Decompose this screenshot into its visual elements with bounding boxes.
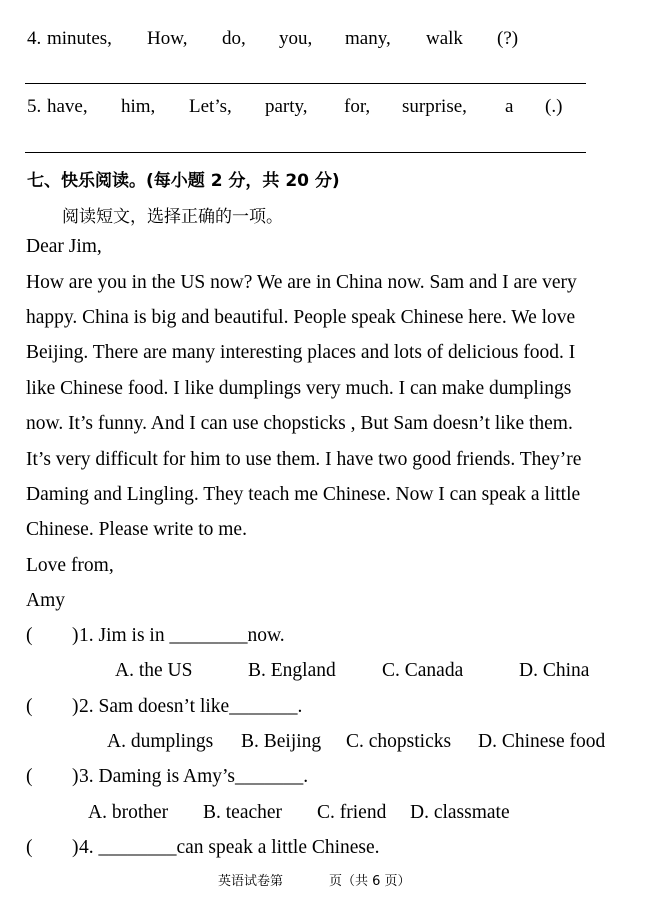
answer-paren-close[interactable]: ): [72, 625, 79, 646]
answer-paren-open: (: [26, 766, 33, 787]
question-number: 4.: [27, 28, 42, 49]
letter-closing: Love from,: [26, 555, 114, 576]
option-a[interactable]: A. the US: [115, 660, 193, 681]
option-a[interactable]: A. dumplings: [107, 731, 214, 752]
option-d[interactable]: D. Chinese food: [478, 731, 606, 752]
option-c[interactable]: C. chopsticks: [346, 731, 452, 752]
word-chip: party,: [265, 96, 308, 117]
answer-line[interactable]: [25, 83, 586, 84]
word-chip: (?): [497, 28, 519, 49]
answer-paren-open: (: [26, 837, 33, 858]
word-chip: have,: [47, 96, 88, 117]
word-chip: you,: [279, 28, 313, 49]
footer-right: 页（共 6 页）: [329, 874, 411, 889]
answer-paren-close[interactable]: ): [72, 837, 79, 858]
word-chip: surprise,: [402, 96, 467, 117]
letter-line: How are you in the US now? We are in China now. Sam and I are very: [26, 272, 577, 293]
option-d[interactable]: D. China: [519, 660, 590, 681]
word-chip: for,: [344, 96, 371, 117]
letter-line: now. It’s funny. And I can use chopsticks , But Sam doesn’t like them.: [26, 413, 573, 434]
option-c[interactable]: C. friend: [317, 802, 387, 823]
option-b[interactable]: B. teacher: [203, 802, 283, 823]
option-c[interactable]: C. Canada: [382, 660, 464, 681]
word-chip: (.): [545, 96, 563, 117]
word-chip: do,: [222, 28, 246, 49]
answer-paren-close[interactable]: ): [72, 696, 79, 717]
answer-paren-open: (: [26, 625, 33, 646]
letter-line: happy. China is big and beautiful. People speak Chinese here. We love: [26, 307, 576, 328]
word-chip: many,: [345, 28, 391, 49]
footer-left: 英语试卷第: [218, 874, 284, 889]
question-stem: 2. Sam doesn’t like_______.: [79, 696, 303, 717]
letter-signature: Amy: [26, 590, 65, 611]
word-chip: walk: [426, 28, 463, 49]
word-chip: him,: [121, 96, 156, 117]
question-number: 5.: [27, 96, 42, 117]
option-b[interactable]: B. Beijing: [241, 731, 322, 752]
question-stem: 3. Daming is Amy’s_______.: [79, 766, 309, 787]
question-stem: 1. Jim is in ________now.: [79, 625, 285, 646]
letter-line: Chinese. Please write to me.: [26, 519, 247, 540]
section-instruction: 阅读短文，选择正确的一项。: [62, 207, 283, 227]
option-b[interactable]: B. England: [248, 660, 336, 681]
answer-paren-close[interactable]: ): [72, 766, 79, 787]
letter-line: It’s very difficult for him to use them. I have two good friends. They’re: [26, 449, 582, 470]
question-stem: 4. ________can speak a little Chinese.: [79, 837, 380, 858]
answer-paren-open: (: [26, 696, 33, 717]
answer-line[interactable]: [25, 152, 586, 153]
word-chip: Let’s,: [189, 96, 232, 117]
option-d[interactable]: D. classmate: [410, 802, 510, 823]
letter-line: like Chinese food. I like dumplings very much. I can make dumplings: [26, 378, 572, 399]
word-chip: a: [505, 96, 514, 117]
word-chip: How,: [147, 28, 188, 49]
letter-greeting: Dear Jim,: [26, 236, 102, 257]
option-a[interactable]: A. brother: [88, 802, 169, 823]
word-chip: minutes,: [47, 28, 112, 49]
letter-line: Beijing. There are many interesting places and lots of delicious food. I: [26, 342, 576, 363]
section-title: 七、快乐阅读。(每小题 2 分，共 20 分): [27, 171, 340, 191]
letter-line: Daming and Lingling. They teach me Chinese. Now I can speak a little: [26, 484, 581, 505]
